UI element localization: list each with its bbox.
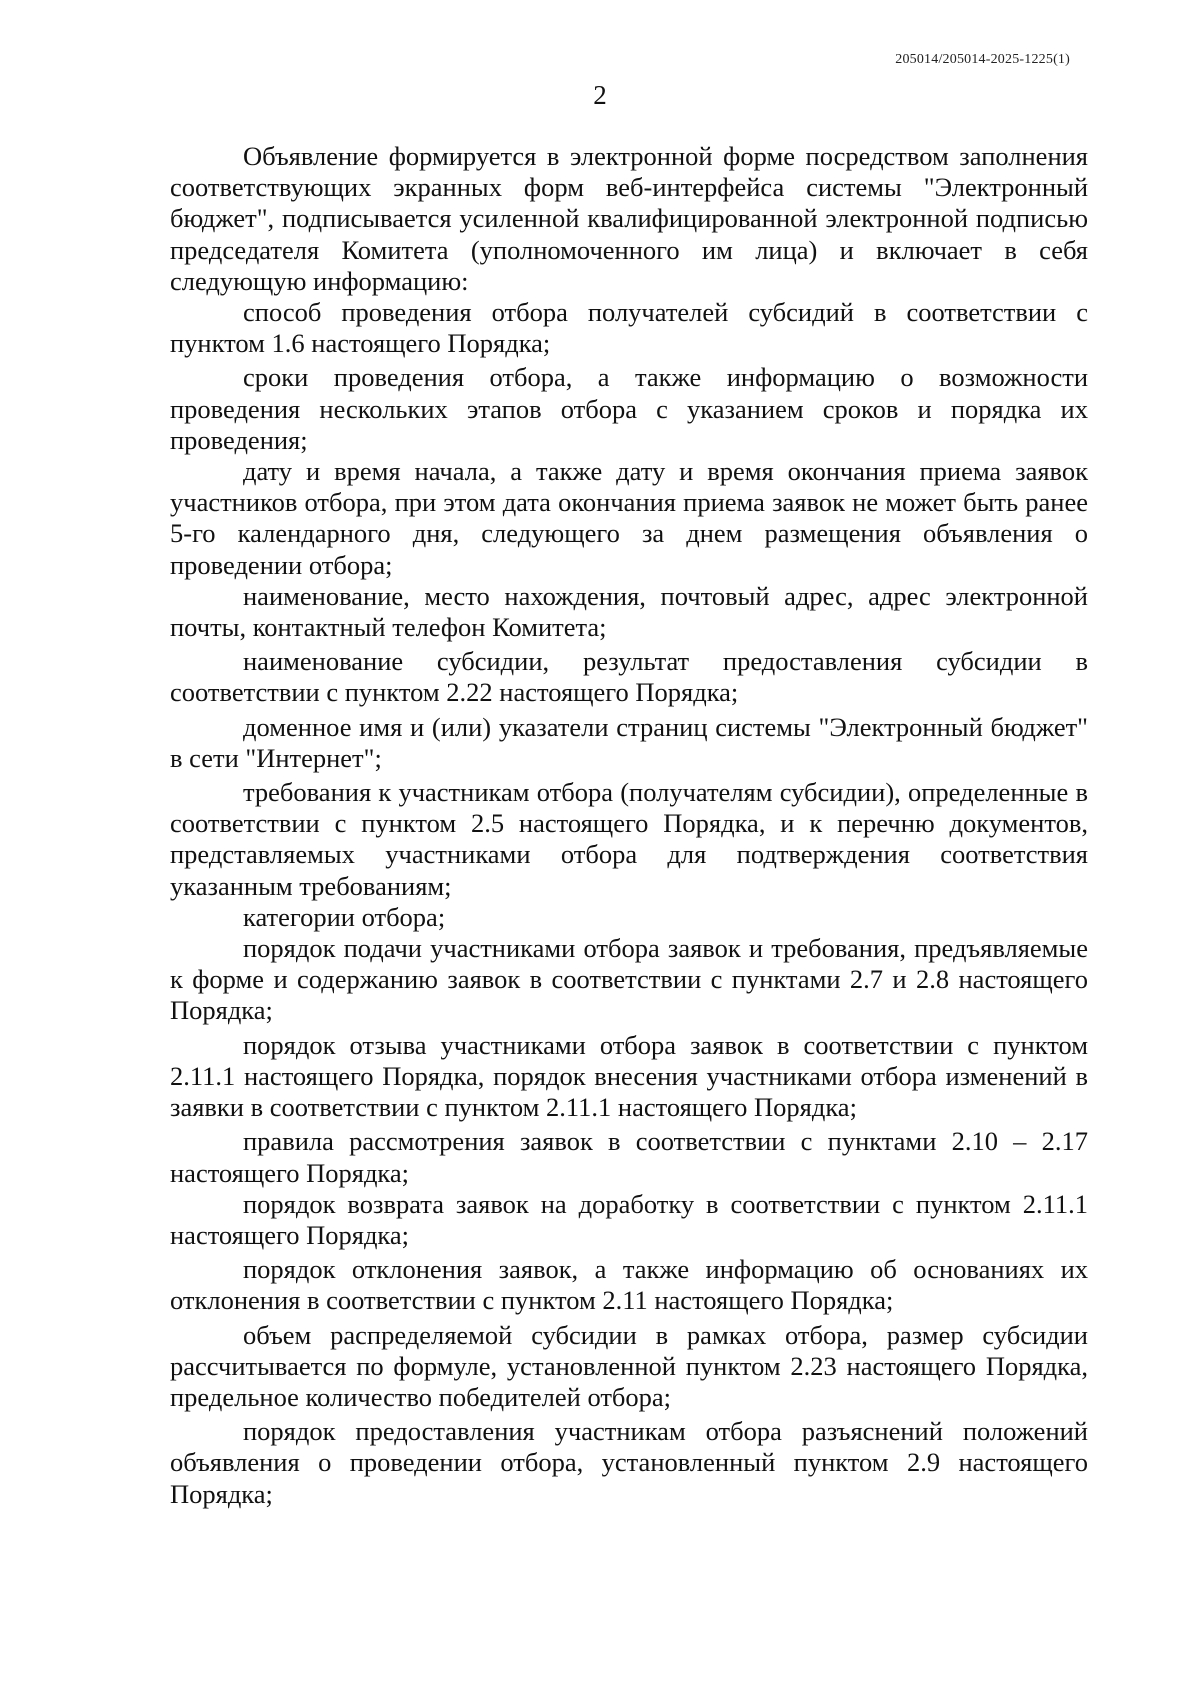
list-item: наименование, место нахождения, почтовый адрес, адрес электронной почты, контактный телефон Комитета;	[170, 580, 1088, 643]
list-item: объем распределяемой субсидии в рамках отбора, размер субсидии рассчитывается по формуле, установленной пунктом 2.23 настоящего Порядка, предельное количество победителей отбора;	[170, 1319, 1088, 1412]
list-item: способ проведения отбора получателей субсидий в соответствии с пунктом 1.6 настоящего Порядка;	[170, 297, 1088, 359]
page-number: 2	[593, 80, 607, 110]
list-item: правила рассмотрения заявок в соответствии с пунктами 2.10 – 2.17 настоящего Порядка;	[170, 1126, 1088, 1188]
list-item: требования к участникам отбора (получателям субсидии), определенные в соответствии с пунктом 2.5 настоящего Порядка, и к перечню документов, представляемых участниками отбора для подтверждения соответствия указанным требованиям;	[170, 777, 1088, 901]
document-body	[170, 141, 1088, 1510]
list-item: сроки проведения отбора, а также информацию о возможности проведения нескольких этапов отбора с указанием сроков и порядка их проведения;	[170, 362, 1088, 455]
list-item: порядок возврата заявок на доработку в соответствии с пунктом 2.11.1 настоящего Порядка;	[170, 1188, 1088, 1250]
document-reference-number: 205014/205014-2025-1225(1)	[895, 52, 1070, 67]
list-item: наименование субсидии, результат предоставления субсидии в соответствии с пунктом 2.22 настоящего Порядка;	[170, 646, 1088, 708]
list-item: порядок отзыва участниками отбора заявок в соответствии с пунктом 2.11.1 настоящего Порядка, порядок внесения участниками отбора изменений в заявки в соответствии с пунктом 2.11.1 настоящего Порядка;	[170, 1029, 1088, 1123]
list-item: категории отбора;	[243, 901, 446, 932]
list-item: порядок предоставления участникам отбора разъяснений положений объявления о проведении отбора, установленный пунктом 2.9 настоящего Порядка;	[170, 1416, 1088, 1509]
list-item: порядок отклонения заявок, а также информацию об основаниях их отклонения в соответствии с пунктом 2.11 настоящего Порядка;	[170, 1254, 1088, 1316]
list-item: доменное имя и (или) указатели страниц системы "Электронный бюджет" в сети "Интернет";	[170, 711, 1088, 773]
paragraph-intro: Объявление формируется в электронной форме посредством заполнения соответствующих экранных форм веб-интерфейса системы "Электронный бюджет", подписывается усиленной квалифицированной электронной подписью председателя Комитета (уполномоченного им лица) и включает в себя следующую информацию:	[170, 141, 1088, 296]
list-item: дату и время начала, а также дату и время окончания приема заявок участников отбора, при этом дата окончания приема заявок не может быть ранее 5-го календарного дня, следующего за днем размещения объявления о проведении отбора;	[170, 456, 1088, 580]
list-item: порядок подачи участниками отбора заявок и требования, предъявляемые к форме и содержанию заявок в соответствии с пунктами 2.7 и 2.8 настоящего Порядка;	[170, 933, 1088, 1026]
